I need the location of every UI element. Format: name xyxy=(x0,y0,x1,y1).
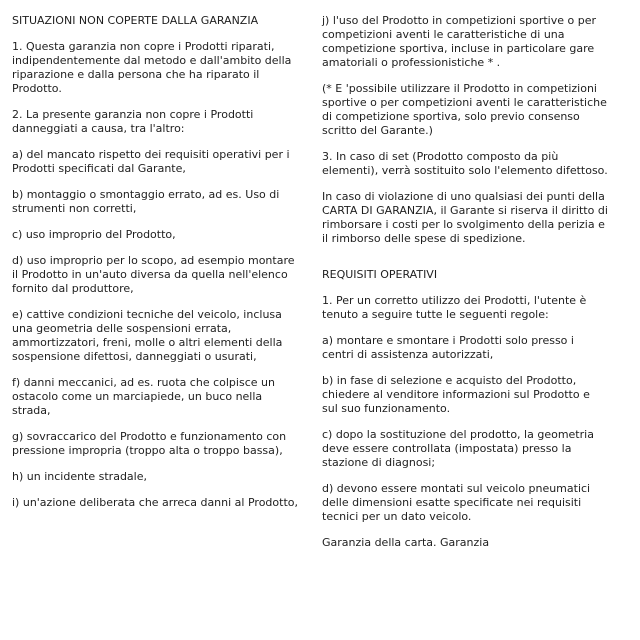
section-title-operating-requirements: REQUISITI OPERATIVI xyxy=(322,268,438,281)
paragraph-1: 1. Questa garanzia non copre i Prodotti riparati, indipendentemente dal metodo e dall'ambito della riparazione e dalla persona che ha riparato il Prodotto. xyxy=(12,40,292,95)
section-title-not-covered: SITUAZIONI NON COPERTE DALLA GARANZIA xyxy=(12,14,259,27)
left-column xyxy=(12,14,304,522)
req-item-d: d) devono essere montati sul veicolo pneumatici delle dimensioni esatte specificate nei requisiti tecnici per un dato veicolo. xyxy=(322,482,591,523)
paragraph-3: 3. In caso di set (Prodotto composto da più elementi), verrà sostituito solo l'elemento difettoso. xyxy=(322,150,608,177)
item-j: j) l'uso del Prodotto in competizioni sportive o per competizioni aventi le caratteristiche di una competizione sportiva, incluse in particolare gare amatoriali o professionistiche * . xyxy=(322,14,597,69)
violation-note: In caso di violazione di uno qualsiasi dei punti della CARTA DI GARANZIA, il Garante si riserva il diritto di rimborsare i costi per lo svolgimento della perizia e il rimborso delle spese di spedizione. xyxy=(322,190,608,245)
req-item-c: c) dopo la sostituzione del prodotto, la geometria deve essere controllata (impostata) presso la stazione di diagnosi; xyxy=(322,428,594,469)
req-item-a: a) montare e smontare i Prodotti solo presso i centri di assistenza autorizzati, xyxy=(322,334,574,361)
item-h: h) un incidente stradale, xyxy=(12,470,147,483)
item-g: g) sovraccarico del Prodotto e funzionamento con pressione impropria (troppo alta o troppo bassa), xyxy=(12,430,287,457)
req-paragraph-1: 1. Per un corretto utilizzo dei Prodotti, l'utente è tenuto a seguire tutte le seguenti regole: xyxy=(322,294,587,321)
paragraph-2: 2. La presente garanzia non copre i Prodotti danneggiati a causa, tra l'altro: xyxy=(12,108,254,135)
closing-line: Garanzia della carta. Garanzia xyxy=(322,536,490,549)
right-column xyxy=(322,14,608,562)
item-c: c) uso improprio del Prodotto, xyxy=(12,228,176,241)
footnote: (* E 'possibile utilizzare il Prodotto in competizioni sportive o per competizioni aventi le caratteristiche di competizione sportiva, solo previo consenso scritto del Garante.) xyxy=(322,82,607,137)
item-i: i) un'azione deliberata che arreca danni al Prodotto, xyxy=(12,496,298,509)
item-f: f) danni meccanici, ad es. ruota che colpisce un ostacolo come un marciapiede, un buco nella strada, xyxy=(12,376,275,417)
item-b: b) montaggio o smontaggio errato, ad es. Uso di strumenti non corretti, xyxy=(12,188,280,215)
req-item-b: b) in fase di selezione e acquisto del Prodotto, chiedere al venditore informazioni sul Prodotto e sul suo funzionamento. xyxy=(322,374,590,415)
item-a: a) del mancato rispetto dei requisiti operativi per i Prodotti specificati dal Garante, xyxy=(12,148,290,175)
item-d: d) uso improprio per lo scopo, ad esempio montare il Prodotto in un'auto diversa da quella nell'elenco fornito dal produttore, xyxy=(12,254,295,295)
item-e: e) cattive condizioni tecniche del veicolo, inclusa una geometria delle sospensioni errata, ammortizzatori, freni, molle o altri elementi della sospensione difettosi, danneggiati o usurati, xyxy=(12,308,283,363)
